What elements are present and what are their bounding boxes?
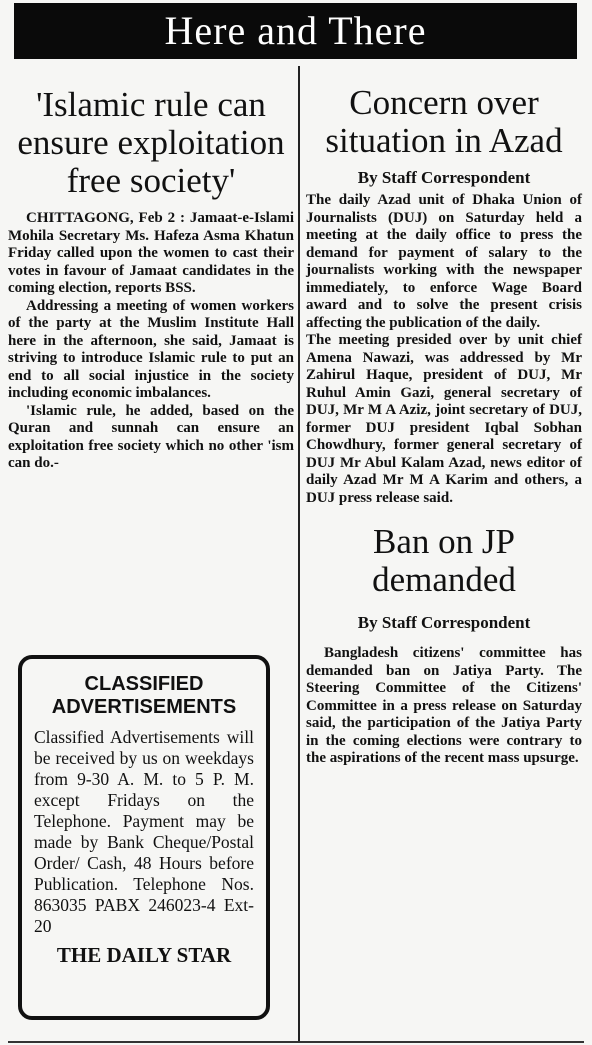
classified-title: CLASSIFIED ADVERTISEMENTS [51, 673, 237, 718]
article-paragraph: 'Islamic rule, he added, based on the Quran and sunnah can ensure an exploitation free society which no other 'ism can do.- [8, 402, 294, 471]
classified-body: Classified Advertisements will be received by us on weekdays from 9-30 A. M. to 5 P. M. except Fridays on the Telephone. Payment may be made by Bank Cheque/Postal Order/ Cash, 48 Hours before Publication. Telephone Nos. 863035 PABX 246023-4 Ext-20 [34, 727, 254, 936]
article-headline-islamic-rule: 'Islamic rule can ensure exploitation free society' [17, 85, 285, 200]
article-paragraph: CHITTAGONG, Feb 2 : Jamaat-e-Islami Mohila Secretary Ms. Hafeza Asma Khatun Friday called upon the women to cast their votes in favour of Jamaat candidates in the coming election, reports BSS. [8, 210, 294, 296]
article-headline-azad: Concern over situation in Azad [325, 83, 563, 160]
byline: By Staff Correspondent [357, 613, 531, 632]
section-banner: Here and There [14, 3, 577, 59]
classified-ad-box [18, 655, 270, 1020]
article-headline-ban-jp: Ban on JP demanded [372, 522, 516, 599]
article-paragraph: The daily Azad unit of Dhaka Union of Journalists (DUJ) on Saturday held a meeting at the daily office to press the demand for payment of salary to the journalists working with the newspaper immediately, to enforce Wage Board award and to solve the present crisis affecting the publication of the daily. [306, 192, 582, 331]
article-paragraph: The meeting presided over by unit chief Amena Nawazi, was addressed by Mr Zahirul Haque, president of DUJ, Mr Ruhul Amin Gazi, general secretary of DUJ, Mr M A Aziz, joint secretary of DUJ, former DUJ president Iqbal Sobhan Chowdhury, former general secretary of DUJ Mr Abul Kalam Azad, news editor of daily Azad Mr M A Karim and others, a DUJ press release said. [306, 332, 582, 506]
right-column [306, 68, 582, 768]
article-body-islamic-rule [8, 210, 294, 473]
classified-footer: THE DAILY STAR [56, 943, 232, 967]
article-paragraph: Bangladesh citizens' committee has demanded ban on Jatiya Party. The Steering Committee of the Citizens' Committee in a press release on Saturday said, the participation of the Jatiya Party in the coming elections were contrary to the aspirations of the recent mass upsurge. [306, 645, 582, 766]
column-divider [298, 66, 300, 1041]
left-column [8, 68, 294, 473]
article-body-azad [306, 192, 582, 507]
bottom-rule [8, 1041, 584, 1043]
article-paragraph: Addressing a meeting of women workers of the party at the Muslim Institute Hall here in the afternoon, she said, Jamaat is striving to introduce Islamic rule to put an end to all social injustice in the society including economic imbalances. [8, 297, 294, 401]
byline: By Staff Correspondent [357, 168, 531, 187]
article-body-ban-jp [306, 645, 582, 768]
